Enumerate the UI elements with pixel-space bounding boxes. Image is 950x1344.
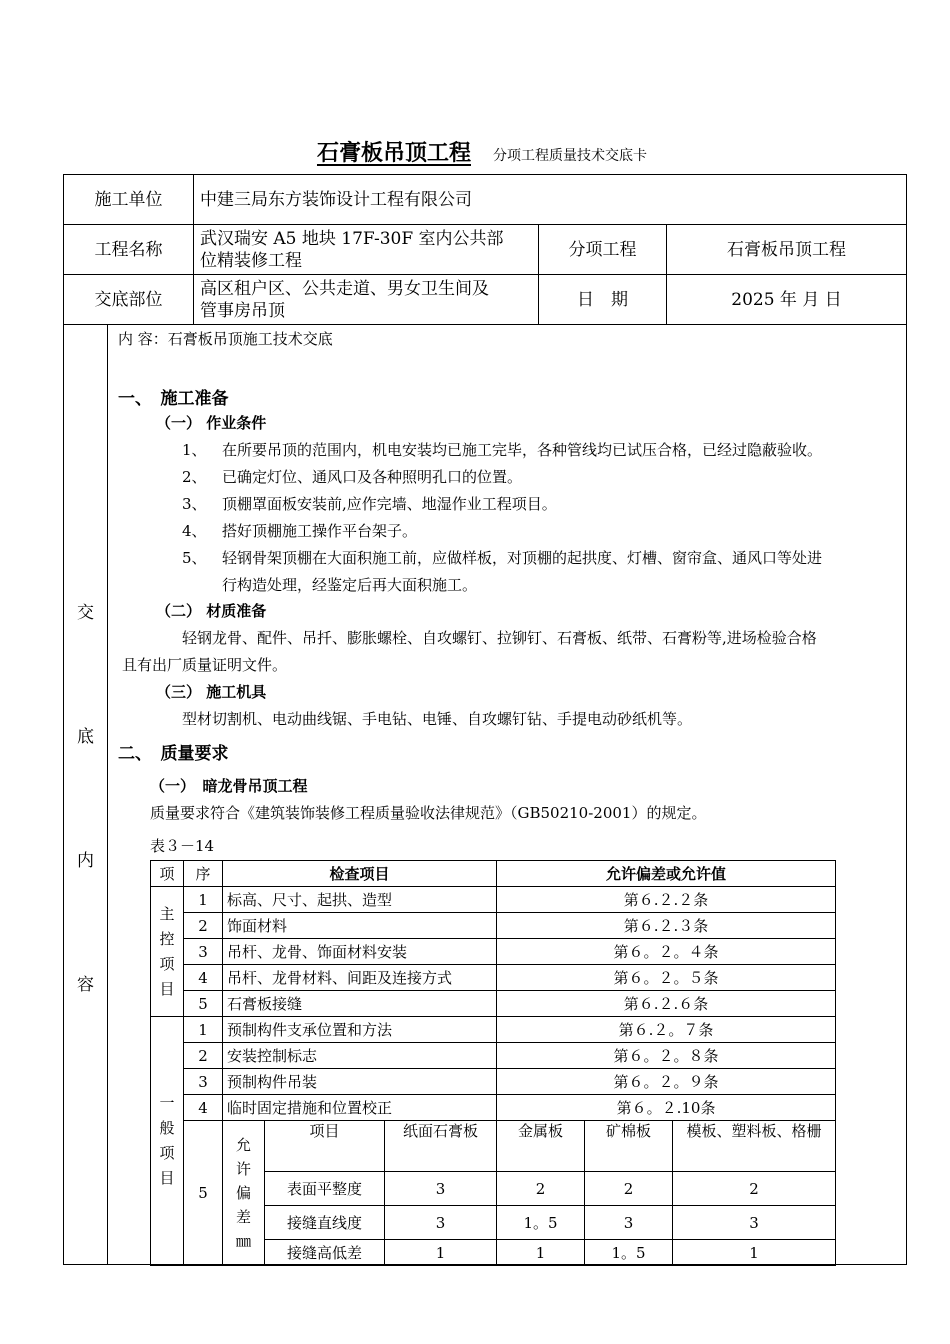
sub-cell: 2 [497, 1172, 585, 1206]
sub-cell: 2 [585, 1172, 673, 1206]
sub-header: 纸面石膏板 [385, 1121, 497, 1172]
paragraph-line: 型材切割机、电动曲线锯、手电钻、电锤、自攻螺钉钻、手提电动砂纸机等。 [182, 710, 693, 728]
col-header-allow: 允许偏差或允许值 [497, 861, 836, 887]
side-char: 底 [77, 727, 94, 747]
row-seq: 2 [184, 1043, 223, 1069]
sub-cell: 1。5 [497, 1206, 585, 1240]
title-main: 石膏板吊顶工程 [316, 140, 471, 166]
side-char: 容 [77, 975, 94, 995]
document-title [0, 136, 950, 167]
row-allow: 第６。２。８条 [497, 1043, 836, 1069]
sub-cell: 1 [497, 1240, 585, 1266]
side-char: 交 [77, 603, 94, 623]
sub-cell: 3 [385, 1206, 497, 1240]
side-label-column [64, 324, 108, 1264]
quality-table [150, 860, 836, 1266]
sub-header: 模板、塑料板、格栅 [673, 1121, 836, 1172]
sub-cell: 3 [585, 1206, 673, 1240]
row-seq: 4 [184, 1095, 223, 1121]
title-sub: 分项工程质量技术交底卡 [493, 148, 647, 164]
row-check: 吊杆、龙骨材料、间距及连接方式 [223, 965, 497, 991]
list-item: 2、 已确定灯位、通风口及各种照明孔口的位置。 [182, 468, 523, 486]
content-intro: 内 容：石膏板吊顶施工技术交底 [118, 330, 333, 348]
side-char: 内 [77, 851, 94, 871]
section-1-3-heading: （三） 施工机具 [156, 683, 267, 701]
project-label: 工程名称 [64, 225, 194, 275]
sub-cell: 2 [673, 1172, 836, 1206]
row-check: 预制构件吊装 [223, 1069, 497, 1095]
deviation-label: 允 许 偏 差 ㎜ [223, 1121, 265, 1266]
subitem-value: 石膏板吊顶工程 [667, 225, 907, 275]
subitem-label: 分项工程 [539, 225, 667, 275]
project-value-line2: 位精装修工程 [200, 250, 302, 271]
sub-cell: 3 [385, 1172, 497, 1206]
row-check: 石膏板接缝 [223, 991, 497, 1017]
sub-header: 金属板 [497, 1121, 585, 1172]
row-allow: 第６.２.３条 [497, 913, 836, 939]
row-seq: 1 [184, 1017, 223, 1043]
unit-value: 中建三局东方装饰设计工程有限公司 [194, 175, 907, 225]
row-check: 饰面材料 [223, 913, 497, 939]
col-header-check: 检查项目 [223, 861, 497, 887]
sub-cell: 表面平整度 [265, 1172, 385, 1206]
section-2-heading: 二、 质量要求 [118, 744, 229, 764]
row-seq: 5 [184, 991, 223, 1017]
col-header-seq: 序 [184, 861, 223, 887]
row-seq: 1 [184, 887, 223, 913]
sub-cell: 接缝直线度 [265, 1206, 385, 1240]
row-seq: 3 [184, 1069, 223, 1095]
row-check: 预制构件支承位置和方法 [223, 1017, 497, 1043]
section-1-2-heading: （二） 材质准备 [156, 602, 267, 620]
paragraph-line: 且有出厂质量证明文件。 [122, 656, 288, 674]
list-item: 4、 搭好顶棚施工操作平台架子。 [182, 522, 418, 540]
part-value-line1: 高区租户区、公共走道、男女卫生间及 [200, 278, 489, 299]
sub-header: 项目 [265, 1121, 385, 1172]
row-allow: 第６。２。５条 [497, 965, 836, 991]
sub-cell: 1 [385, 1240, 497, 1266]
list-item: 3、 顶棚罩面板安装前,应作完墙、地湿作业工程项目。 [182, 495, 557, 513]
row-allow: 第６.２。７条 [497, 1017, 836, 1043]
row-seq: 2 [184, 913, 223, 939]
row-check: 吊杆、龙骨、饰面材料安装 [223, 939, 497, 965]
list-item: 1、 在所要吊顶的范围内，机电安装均已施工完毕，各种管线均已试压合格，已经过隐蔽验收。 [182, 441, 823, 459]
list-item: 5、 轻钢骨架顶棚在大面积施工前，应做样板，对顶棚的起拱度、灯槽、窗帘盒、通风口等处进 [182, 549, 823, 567]
part-label: 交底部位 [64, 275, 194, 325]
row-allow: 第６。２。４条 [497, 939, 836, 965]
section-1-heading: 一、 施工准备 [118, 389, 229, 409]
row-seq: 4 [184, 965, 223, 991]
part-value-line2: 管事房吊顶 [200, 300, 285, 321]
sub-cell: 1 [673, 1240, 836, 1266]
row-allow: 第６.２.６条 [497, 991, 836, 1017]
part-value [194, 275, 539, 325]
row-seq: 5 [184, 1121, 223, 1266]
section-1-1-heading: （一） 作业条件 [156, 414, 267, 432]
table-caption: 表３－14 [150, 837, 215, 855]
row-allow: 第６。２。９条 [497, 1069, 836, 1095]
paragraph-line: 轻钢龙骨、配件、吊扦、膨胀螺栓、自攻螺钉、拉铆钉、石膏板、纸带、石膏粉等,进场检验合格 [182, 629, 817, 647]
row-check: 标高、尺寸、起拱、造型 [223, 887, 497, 913]
list-item-continuation: 行构造处理，经鉴定后再大面积施工。 [222, 576, 478, 594]
row-seq: 3 [184, 939, 223, 965]
sub-cell: 接缝高低差 [265, 1240, 385, 1266]
section-2-1-heading: （一） 暗龙骨吊顶工程 [150, 777, 308, 795]
project-value-line1: 武汉瑞安 A5 地块 17F-30F 室内公共部 [200, 228, 504, 249]
sub-cell: 3 [673, 1206, 836, 1240]
row-allow: 第６。２.10条 [497, 1095, 836, 1121]
group-general: 一 般 项 目 [151, 1017, 184, 1266]
row-check: 临时固定措施和位置校正 [223, 1095, 497, 1121]
sub-cell: 1。5 [585, 1240, 673, 1266]
group-main-control: 主 控 项 目 [151, 887, 184, 1017]
row-check: 安装控制标志 [223, 1043, 497, 1069]
paragraph-line: 质量要求符合《建筑装饰装修工程质量验收法律规范》（GB50210-2001）的规定。 [150, 804, 707, 822]
row-allow: 第６.２.２条 [497, 887, 836, 913]
date-value: 2025 年 月 日 [667, 275, 907, 325]
unit-label: 施工单位 [64, 175, 194, 225]
header-table [63, 174, 907, 325]
col-header-item: 项 [151, 861, 184, 887]
date-label: 日 期 [539, 275, 667, 325]
project-value [194, 225, 539, 275]
sub-header: 矿棉板 [585, 1121, 673, 1172]
